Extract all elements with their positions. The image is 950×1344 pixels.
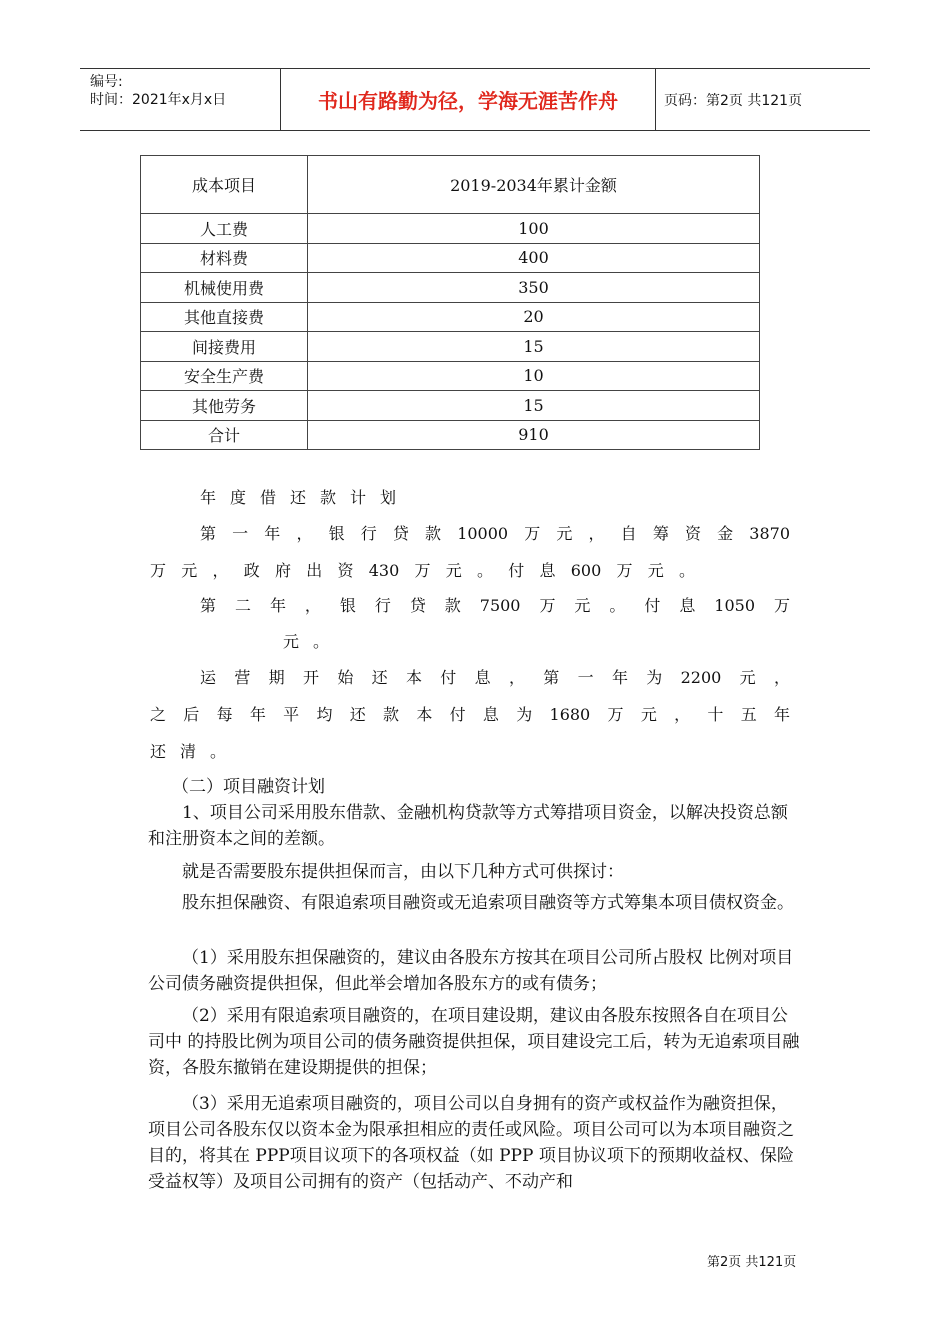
- financing-section-title: （二）项目融资计划: [172, 777, 325, 797]
- loan-year2-line2: 元。: [283, 632, 344, 651]
- financing-paragraph: （2）采用有限追索项目融资的，在项目建设期，建议由各股东按照各自在项目公司中 的持股比例为项目公司的债务融资提供担保，项目建设完工后，转为无追索项目融资，各股东撤销在建设期提供的担保；: [148, 1006, 800, 1078]
- cost-amount: 10: [308, 361, 760, 391]
- cost-table: [140, 155, 760, 450]
- header-page-label: 页码：第2页 共121页: [664, 92, 803, 109]
- cost-item: 合计: [141, 420, 308, 450]
- cost-amount: 400: [308, 243, 760, 273]
- cost-amount: 100: [308, 214, 760, 244]
- cost-item: 机械使用费: [141, 273, 308, 303]
- cost-amount: 910: [308, 420, 760, 450]
- time-label: 时间：2021年x月x日: [90, 92, 227, 108]
- header-meta: [80, 69, 280, 130]
- loan-plan-title: 年度借还款计划: [200, 488, 411, 507]
- loan-ops-line1: 运营期开始还本付息，第一年为2200元，: [200, 668, 790, 687]
- cost-amount: 15: [308, 391, 760, 421]
- cost-item: 人工费: [141, 214, 308, 244]
- cost-amount: 350: [308, 273, 760, 303]
- table-header-row: [141, 156, 760, 214]
- cost-item: 材料费: [141, 243, 308, 273]
- table-row: [141, 420, 760, 450]
- number-label: 编号:: [90, 74, 123, 90]
- financing-paragraph: 股东担保融资、有限追索项目融资或无追索项目融资等方式筹集本项目债权资金。: [182, 893, 794, 913]
- table-row: [141, 391, 760, 421]
- table-row: [141, 214, 760, 244]
- table-row: [141, 243, 760, 273]
- table-row: [141, 273, 760, 303]
- cost-amount: 20: [308, 302, 760, 332]
- financing-paragraph: 1、项目公司采用股东借款、金融机构贷款等方式筹措项目资金，以解决投资总额和注册资本之间的差额。: [148, 803, 788, 849]
- loan-year1-line1: 第一年，银行贷款10000万元，自筹资金3870: [200, 524, 790, 543]
- table-row: [141, 302, 760, 332]
- cost-item: 安全生产费: [141, 361, 308, 391]
- table-header-cell: 2019-2034年累计金额: [308, 156, 760, 214]
- header-motto: 书山有路勤为径，学海无涯苦作舟: [280, 69, 656, 130]
- cost-item: 其他直接费: [141, 302, 308, 332]
- loan-year1-line2: 万元，政府出资430万元。付息600万元。: [150, 561, 695, 580]
- table-header-cell: 成本项目: [141, 156, 308, 214]
- cost-item: 其他劳务: [141, 391, 308, 421]
- loan-ops-line3: 还清。: [150, 742, 241, 761]
- financing-paragraph: （3）采用无追索项目融资的，项目公司以自身拥有的资产或权益作为融资担保，项目公司各股东仅以资本金为限承担相应的责任或风险。项目公司可以为本项目融资之目的，将其在 PPP项目议项下的各项权益（如 PPP 项目协议项下的预期收益权、保险受益权等）及项目公司拥有的资产（包括动产、不动产和: [148, 1094, 794, 1192]
- page-header: [80, 68, 870, 131]
- table-row: [141, 332, 760, 362]
- financing-paragraph: （1）采用股东担保融资的，建议由各股东方按其在项目公司所占股权 比例对项目公司债务融资提供担保，但此举会增加各股东方的或有债务；: [148, 948, 794, 994]
- loan-ops-line2: 之后每年平均还款本付息为1680万元，十五年: [150, 705, 790, 724]
- financing-paragraph: 就是否需要股东提供担保而言，由以下几种方式可供探讨：: [182, 862, 624, 882]
- table-row: [141, 361, 760, 391]
- loan-year2-line1: 第二年，银行贷款7500万元。付息1050万: [200, 596, 790, 615]
- cost-item: 间接费用: [141, 332, 308, 362]
- footer-page-label: 第2页 共121页: [707, 1255, 797, 1270]
- cost-amount: 15: [308, 332, 760, 362]
